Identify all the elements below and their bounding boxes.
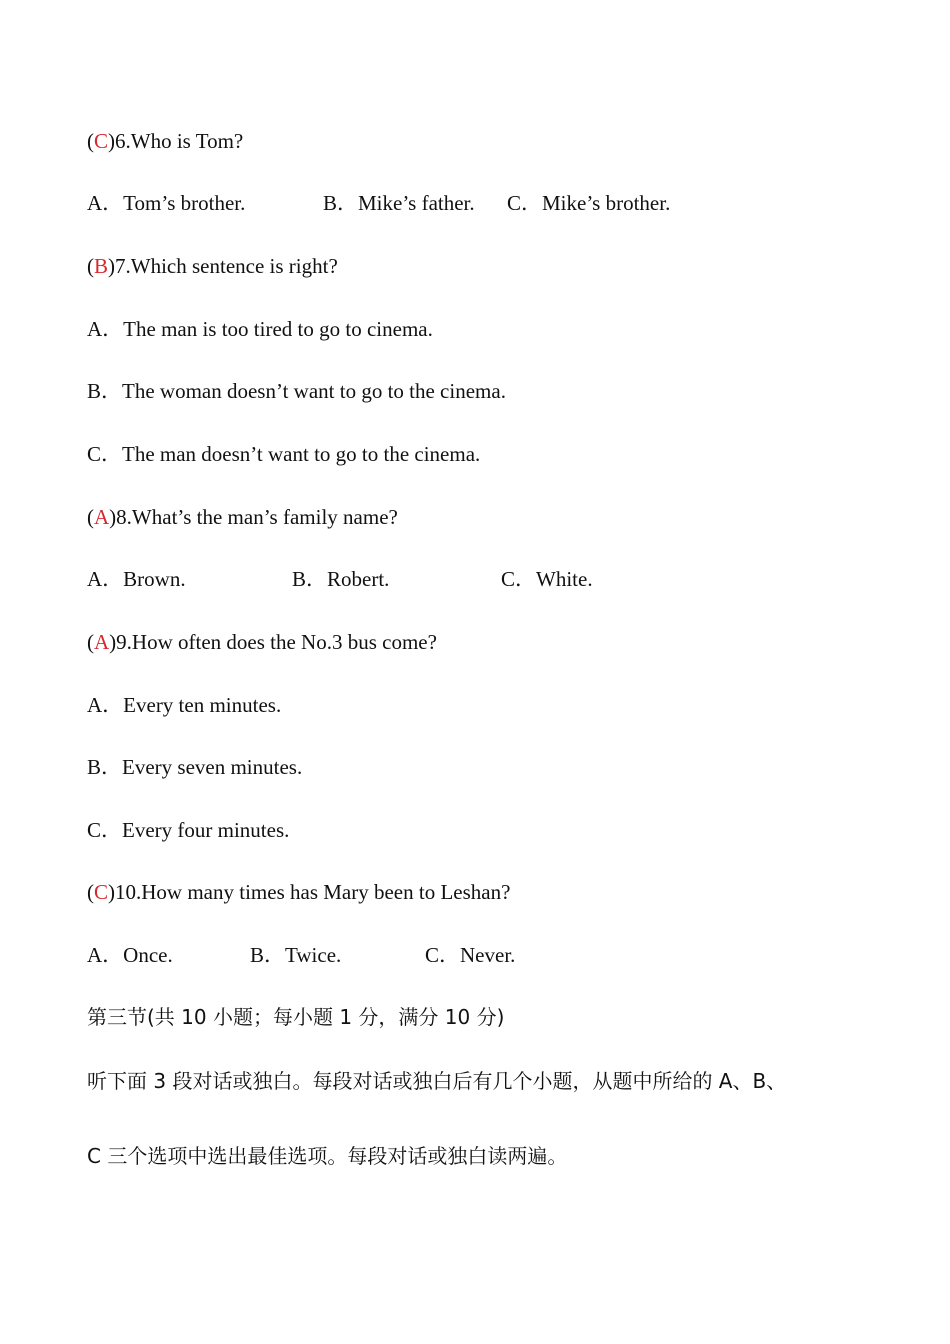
question-9-stem: (A)9.How often does the No.3 bus come? — [87, 630, 437, 654]
question-9-option-b: B．Every seven minutes. — [87, 755, 303, 779]
option-a: A．Once. — [87, 943, 173, 967]
question-10-stem: (C)10.How many times has Mary been to Leshan? — [87, 880, 511, 904]
question-7-option-b: B．The woman doesn’t want to go to the cinema. — [87, 379, 506, 403]
option-b: B．Robert. — [292, 567, 390, 591]
answer-mark: B — [94, 254, 109, 278]
question-6-stem: (C)6.Who is Tom? — [87, 129, 244, 153]
question-9-option-a: A．Every ten minutes. — [87, 693, 282, 717]
answer-mark: C — [94, 129, 109, 153]
question-text: 8.What’s the man’s family name? — [116, 505, 398, 529]
answer-mark: A — [94, 505, 110, 529]
question-text: 10.How many times has Mary been to Leshan? — [115, 880, 511, 904]
option-b: B．Twice. — [250, 943, 342, 967]
question-9-option-c: C．Every four minutes. — [87, 818, 290, 842]
section-heading: 第三节(共 10 小题；每小题 1 分，满分 10 分) — [87, 1005, 505, 1029]
question-8-stem: (A)8.What’s the man’s family name? — [87, 505, 398, 529]
question-text: 9.How often does the No.3 bus come? — [116, 630, 437, 654]
option-c: C．Never. — [425, 943, 516, 967]
section-instruction-line-1: 听下面 3 段对话或独白。每段对话或独白后有几个小题，从题中所给的 A、B、 — [87, 1069, 787, 1093]
option-a: A．Tom’s brother. — [87, 191, 246, 215]
answer-mark: A — [94, 630, 110, 654]
question-text: 6.Who is Tom? — [115, 129, 244, 153]
question-7-option-c: C．The man doesn’t want to go to the cinema. — [87, 442, 481, 466]
option-c: C．White. — [501, 567, 593, 591]
option-b: B．Mike’s father. — [323, 191, 475, 215]
answer-mark: C — [94, 880, 109, 904]
section-instruction-line-2: C 三个选项中选出最佳选项。每段对话或独白读两遍。 — [87, 1144, 568, 1168]
question-7-stem: (B)7.Which sentence is right? — [87, 254, 338, 278]
option-c: C．Mike’s brother. — [507, 191, 671, 215]
question-7-option-a: A．The man is too tired to go to cinema. — [87, 317, 433, 341]
question-text: 7.Which sentence is right? — [115, 254, 338, 278]
option-a: A．Brown. — [87, 567, 186, 591]
